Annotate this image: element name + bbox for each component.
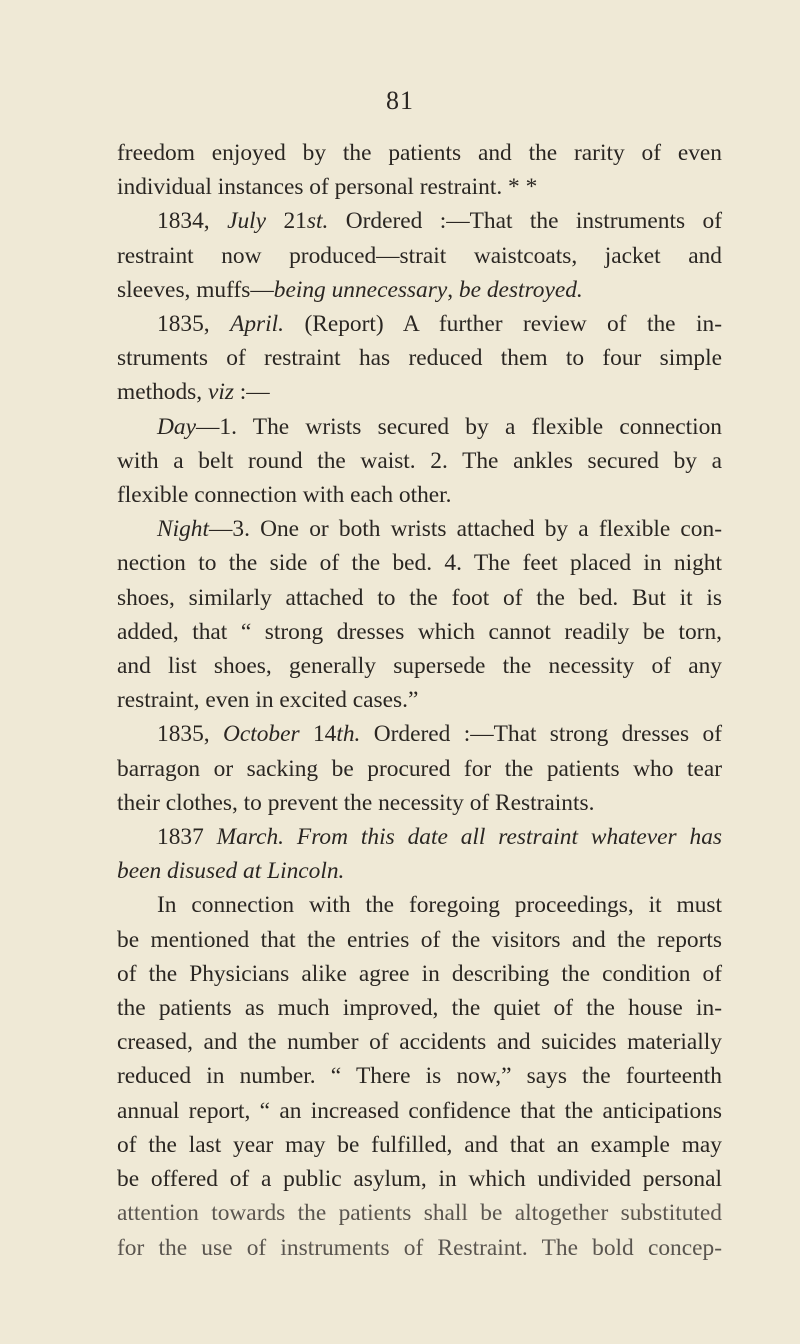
text-line bbox=[117, 375, 722, 409]
text-line bbox=[117, 888, 722, 922]
text-run: attention towards the patients shall be altogether substituted bbox=[117, 1200, 722, 1227]
text-run: added, that “ strong dresses which cannot readily be torn, bbox=[117, 618, 722, 645]
text-line bbox=[117, 546, 722, 580]
text-run: restraint now produced—strait waistcoats, jacket and bbox=[117, 242, 722, 269]
text-run: and list shoes, generally supersede the necessity of any bbox=[117, 653, 722, 680]
text-run: been disused at Lincoln. bbox=[117, 858, 345, 885]
text-run: From this date all restraint whatever has bbox=[296, 824, 722, 851]
text-line bbox=[117, 1196, 722, 1230]
text-run: shoes, similarly attached to the foot of the bed. But it is bbox=[117, 584, 722, 611]
text-run: restraint, even in excited cases.” bbox=[117, 687, 419, 714]
text-run: th. bbox=[336, 721, 361, 748]
text-run: 1837 bbox=[157, 824, 217, 851]
text-run: barragon or sacking be procured for the patients who tear bbox=[117, 755, 722, 782]
text-run: struments of restraint has reduced them to four simple bbox=[117, 345, 722, 372]
text-run: nection to the side of the bed. 4. The feet placed in night bbox=[117, 550, 722, 577]
text-run: the patients as much improved, the quiet of the house in- bbox=[117, 995, 722, 1022]
text-run: In connection with the foregoing proceedings, it must bbox=[157, 892, 722, 919]
text-line bbox=[117, 478, 722, 512]
text-line bbox=[117, 273, 722, 307]
text-run: 1834, bbox=[157, 208, 228, 235]
text-run: Ordered :—That the instruments of bbox=[328, 208, 722, 235]
text-run: individual instances of personal restraint. * * bbox=[117, 174, 538, 201]
text-run: freedom enjoyed by the patients and the rarity of even bbox=[117, 140, 722, 166]
text-line bbox=[117, 1059, 722, 1093]
text-line bbox=[117, 1025, 722, 1059]
text-run: —3. One or both wrists attached by a flexible con- bbox=[209, 516, 722, 543]
text-line bbox=[117, 615, 722, 649]
text-run: 21 bbox=[266, 208, 307, 235]
text-line bbox=[117, 1162, 722, 1196]
text-run: Day bbox=[157, 413, 196, 440]
text-line bbox=[117, 717, 722, 751]
text-run: April. bbox=[230, 311, 285, 338]
text-run: for the use of instruments of Restraint. The bold concep- bbox=[117, 1234, 722, 1261]
text-run: being unnecessary bbox=[273, 276, 448, 303]
text-line bbox=[117, 1094, 722, 1128]
text-line bbox=[117, 649, 722, 683]
text-run: reduced in number. “ There is now,” says the fourteenth bbox=[117, 1063, 722, 1090]
text-run: be destroyed. bbox=[458, 276, 583, 303]
text-line bbox=[117, 854, 722, 888]
text-line bbox=[117, 512, 722, 546]
text-run: sleeves, muffs— bbox=[117, 276, 274, 303]
text-line bbox=[117, 752, 722, 786]
text-line bbox=[117, 136, 722, 170]
text-line bbox=[117, 444, 722, 478]
text-line bbox=[117, 410, 722, 444]
text-run: with a belt round the waist. 2. The ankles secured by a bbox=[117, 447, 722, 474]
text-run: March. bbox=[216, 824, 285, 851]
text-run: 1835, bbox=[157, 721, 223, 748]
text-run: viz bbox=[207, 379, 234, 406]
text-run: of the Physicians alike agree in describing the condition of bbox=[117, 960, 722, 987]
text-line bbox=[117, 204, 722, 238]
text-run: , bbox=[447, 276, 459, 303]
text-run bbox=[284, 824, 297, 850]
text-line bbox=[117, 1231, 722, 1265]
text-line bbox=[117, 820, 722, 854]
text-line bbox=[117, 307, 722, 341]
text-run: 1835, bbox=[157, 311, 231, 338]
text-line bbox=[117, 341, 722, 375]
text-line bbox=[117, 991, 722, 1025]
text-run: Night bbox=[157, 516, 209, 543]
text-run: —1. The wrists secured by a flexible connection bbox=[195, 413, 722, 440]
text-run: Ordered :—That strong dresses of bbox=[360, 721, 722, 748]
text-line bbox=[117, 683, 722, 717]
text-run: creased, and the number of accidents and suicides materially bbox=[117, 1029, 722, 1056]
text-line bbox=[117, 581, 722, 615]
text-run: :— bbox=[233, 379, 270, 406]
text-run: be mentioned that the entries of the visitors and the reports bbox=[117, 926, 722, 953]
text-run: 14 bbox=[299, 721, 337, 748]
text-line bbox=[117, 957, 722, 991]
text-line bbox=[117, 239, 722, 273]
text-line bbox=[117, 1128, 722, 1162]
text-run: (Report) A further review of the in- bbox=[284, 311, 722, 338]
text-run: methods, bbox=[117, 379, 208, 406]
text-run: st. bbox=[306, 208, 329, 235]
text-run: their clothes, to prevent the necessity of Restraints. bbox=[117, 789, 595, 816]
text-line bbox=[117, 170, 722, 204]
text-line bbox=[117, 786, 722, 820]
text-run: of the last year may be fulfilled, and that an example may bbox=[117, 1131, 722, 1158]
text-run: July bbox=[227, 208, 267, 235]
page-number: 81 bbox=[386, 86, 414, 115]
text-run: annual report, “ an increased confidence that the anticipations bbox=[117, 1097, 722, 1124]
text-line bbox=[117, 923, 722, 957]
text-run: October bbox=[222, 721, 300, 748]
body-text bbox=[117, 136, 722, 1265]
text-run: flexible connection with each other. bbox=[117, 482, 452, 509]
text-run: be offered of a public asylum, in which undivided personal bbox=[117, 1166, 722, 1193]
